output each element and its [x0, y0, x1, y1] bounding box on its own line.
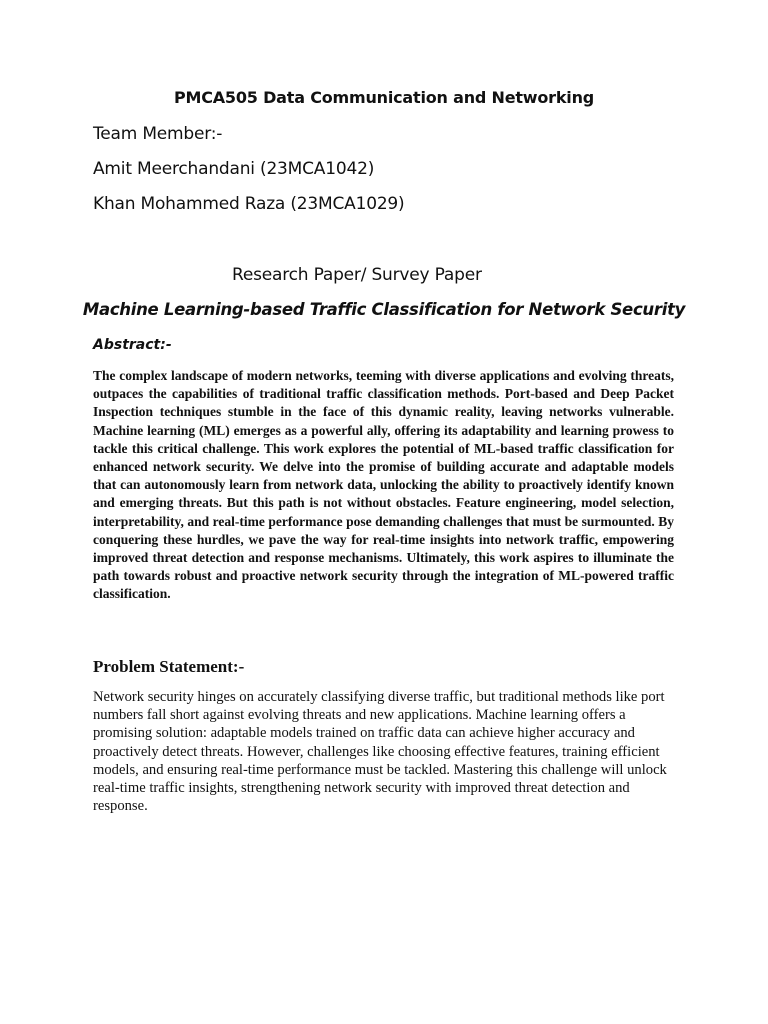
abstract-heading: Abstract:- [93, 337, 172, 353]
team-member-2: Khan Mohammed Raza (23MCA1029) [93, 194, 405, 214]
paper-type: Research Paper/ Survey Paper [232, 265, 482, 285]
problem-statement-body: Network security hinges on accurately classifying diverse traffic, but traditional methods like port numbers fall short against evolving threats and new applications. Machine learning offers a promising solution: adaptable models trained on traffic data can achieve higher accuracy and proactively detect threats. However, challenges like choosing effective features, training efficient models, and ensuring real-time performance must be tackled. Mastering this challenge will unlock real-time traffic insights, strengthening network security with improved threat detection and response. [93, 689, 667, 815]
problem-statement-heading: Problem Statement:- [93, 657, 245, 676]
team-member-1: Amit Meerchandani (23MCA1042) [93, 159, 375, 179]
paper-title: Machine Learning-based Traffic Classification for Network Security [82, 300, 686, 319]
abstract-body: The complex landscape of modern networks, teeming with diverse applications and evolving threats, outpaces the capabilities of traditional traffic classification methods. Port-based and Deep Packet Inspection techniques stumble in the face of this dynamic reality, leaving networks vulnerable. Machine learning (ML) emerges as a powerful ally, offering its adaptability and learning prowess to tackle this critical challenge. This work explores the potential of ML-based traffic classification for enhanced network security. We delve into the promise of building accurate and adaptable models that can autonomously learn from network data, unlocking the ability to proactively identify known and emerging threats. But this path is not without obstacles. Feature engineering, model selection, interpretability, and real-time performance pose demanding challenges that must be surmounted. By conquering these hurdles, we pave the way for real-time insights into network traffic, empowering improved threat detection and response mechanisms. Ultimately, this work aspires to illuminate the path towards robust and proactive network security through the integration of ML-powered traffic classification. [93, 368, 674, 602]
course-title: PMCA505 Data Communication and Networking [173, 88, 595, 107]
team-member-label: Team Member:- [93, 124, 223, 144]
